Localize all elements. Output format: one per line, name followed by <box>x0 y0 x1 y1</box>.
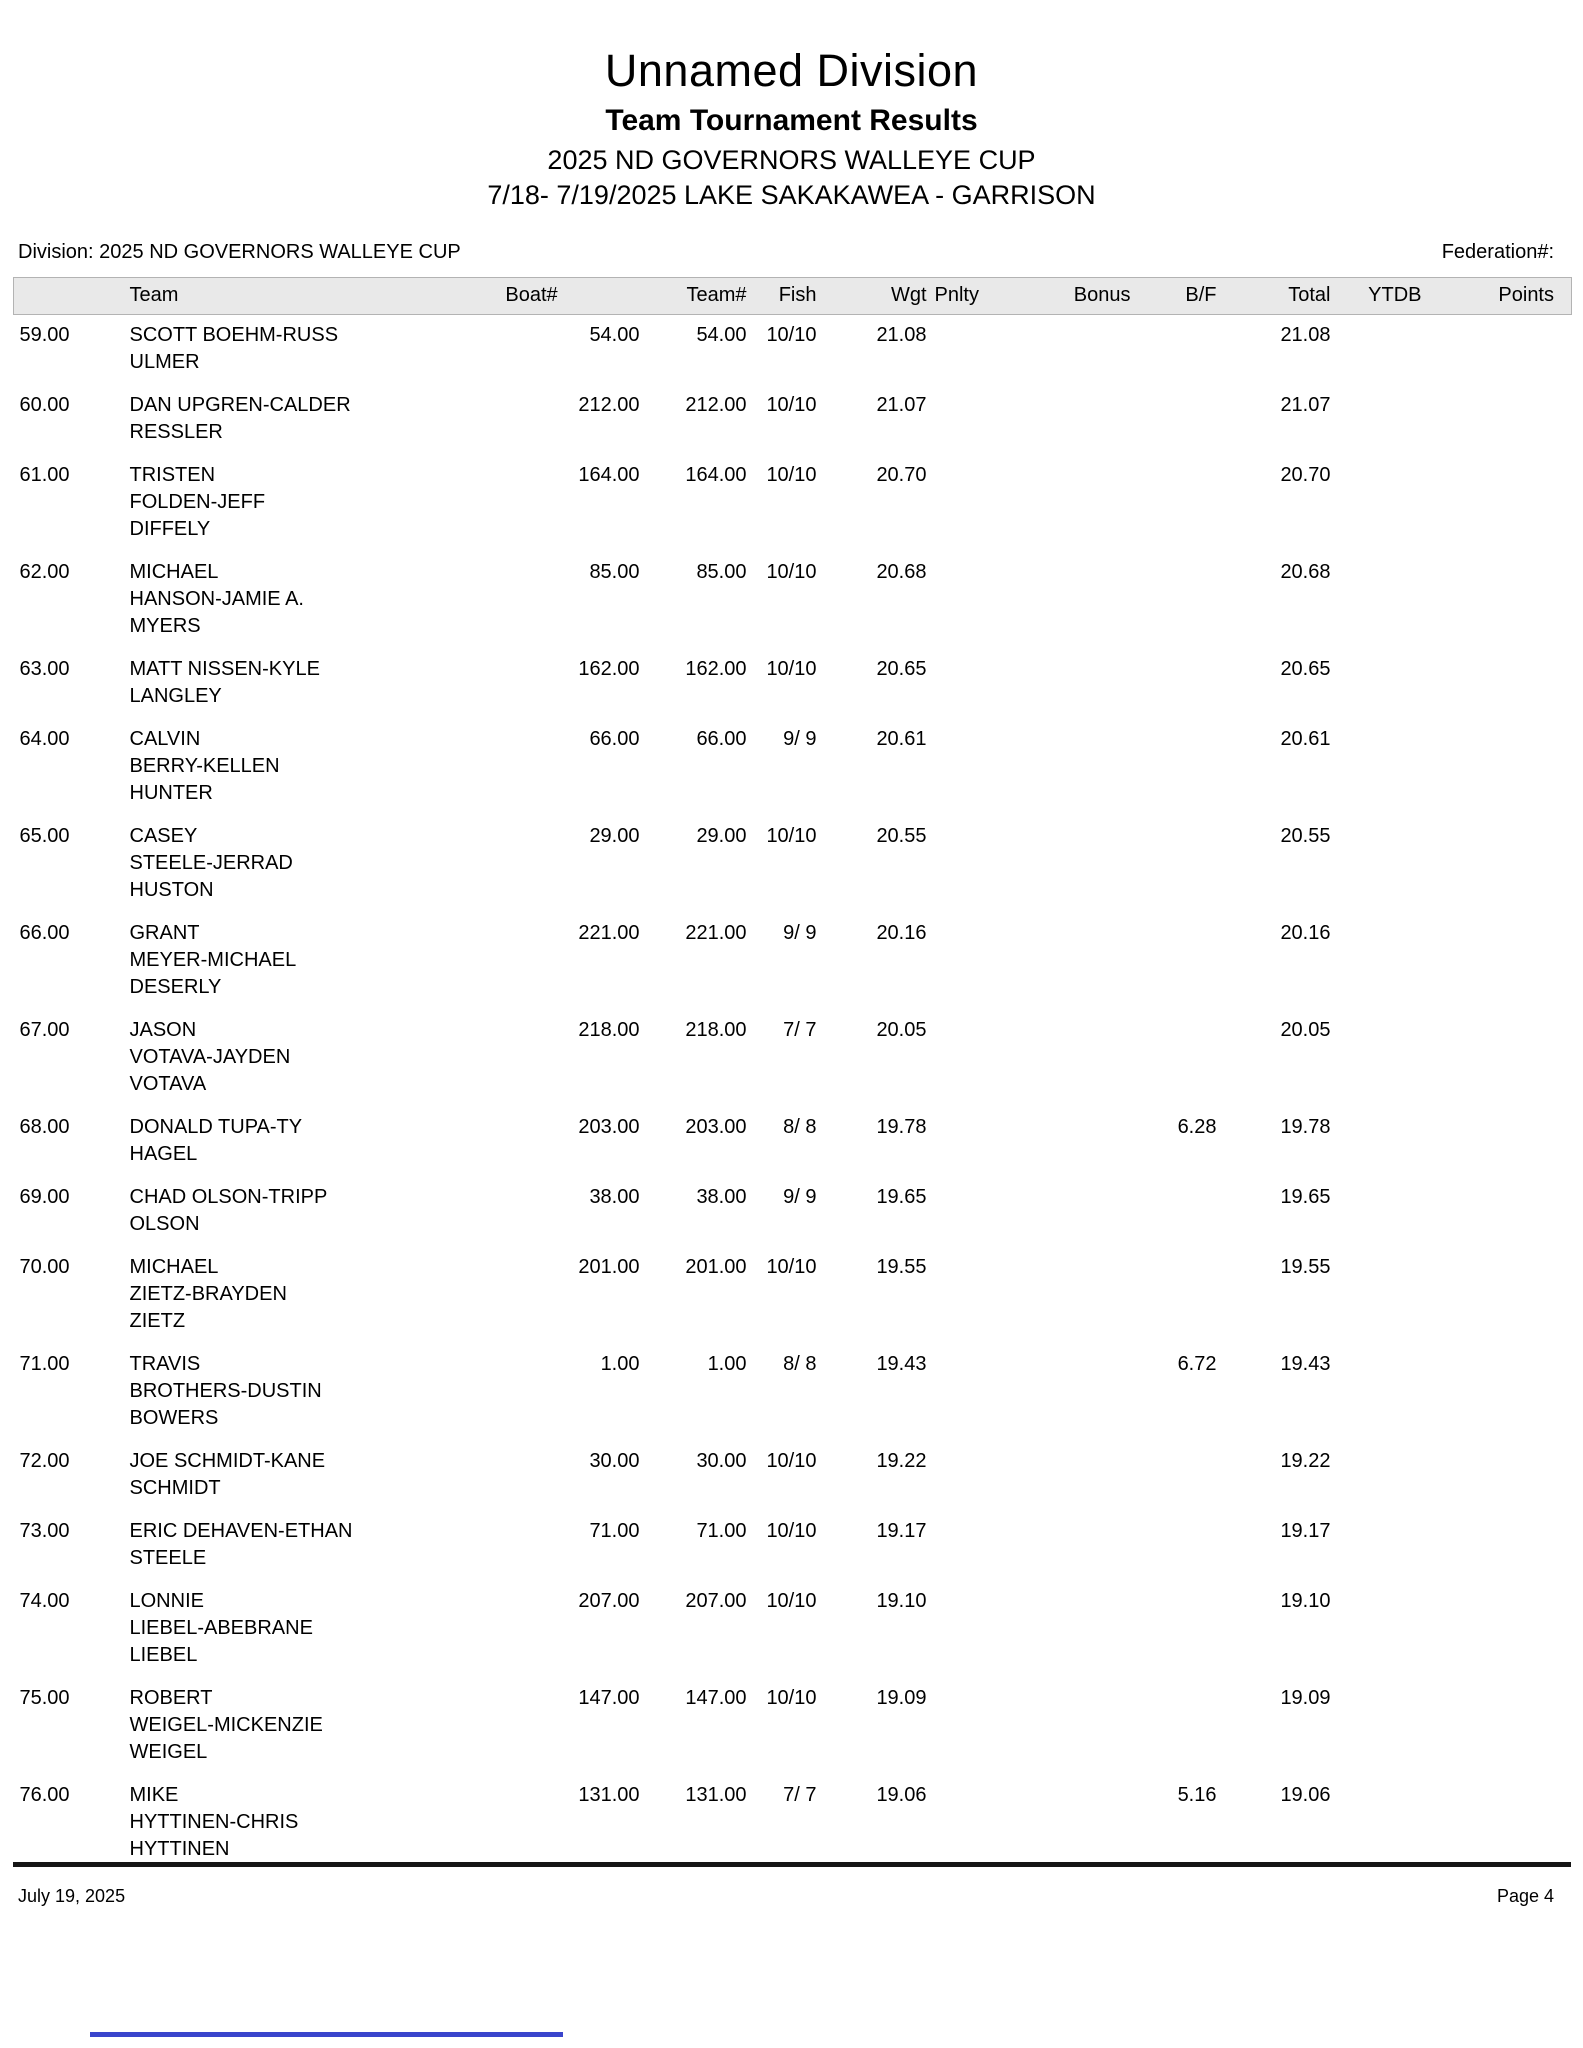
cell-team-number: 38.00 <box>696 1185 747 1208</box>
cell-penalty <box>935 1511 986 1581</box>
table-row <box>14 314 1572 385</box>
cell-points <box>1430 552 1572 649</box>
cell-penalty <box>935 649 986 719</box>
cell-total: 20.16 <box>1280 921 1331 944</box>
col-header-pnlty: Pnlty <box>934 284 979 306</box>
cell-big-fish <box>1139 649 1225 719</box>
cell-team-number: 164.00 <box>685 463 747 486</box>
cell-points <box>1430 385 1572 455</box>
cell-boat-number: 201.00 <box>578 1255 640 1278</box>
cell-big-fish: 6.72 <box>1177 1352 1217 1375</box>
cell-total: 19.10 <box>1280 1589 1331 1612</box>
cell-ytdb <box>1339 816 1430 913</box>
table-row <box>14 455 1572 552</box>
col-header-wgt: Wgt <box>890 284 927 306</box>
cell-rank: 59.00 <box>19 323 70 346</box>
cell-team-name: DONALD TUPA-TY HAGEL <box>129 1115 303 1165</box>
cell-penalty <box>935 1010 986 1107</box>
cell-team-number: 221.00 <box>685 921 747 944</box>
cell-weight: 19.43 <box>876 1352 927 1375</box>
cell-ytdb <box>1339 1581 1430 1678</box>
table-row <box>14 1775 1572 1872</box>
cell-team-name: TRISTEN FOLDEN-JEFF DIFFELY <box>129 463 266 540</box>
cell-team-name: JOE SCHMIDT-KANE SCHMIDT <box>129 1449 326 1499</box>
cell-total: 20.70 <box>1280 463 1331 486</box>
cell-boat-number: 54.00 <box>589 323 640 346</box>
col-header-team: Team <box>129 284 179 306</box>
table-row <box>14 1344 1572 1441</box>
cell-bonus <box>986 1107 1139 1177</box>
cell-ytdb <box>1339 1678 1430 1775</box>
cell-rank: 70.00 <box>19 1255 70 1278</box>
table-row <box>14 816 1572 913</box>
cell-weight: 19.17 <box>876 1519 927 1542</box>
cell-points <box>1430 314 1572 385</box>
cell-fish-count: 10/10 <box>766 657 817 680</box>
cell-weight: 20.16 <box>876 921 927 944</box>
cell-team-name: CHAD OLSON-TRIPP OLSON <box>129 1185 328 1235</box>
cell-total: 20.65 <box>1280 657 1331 680</box>
cell-weight: 19.55 <box>876 1255 927 1278</box>
table-row <box>14 552 1572 649</box>
table-row <box>14 385 1572 455</box>
cell-ytdb <box>1339 913 1430 1010</box>
cell-rank: 62.00 <box>19 560 70 583</box>
cell-weight: 21.08 <box>876 323 927 346</box>
cell-big-fish: 5.16 <box>1177 1783 1217 1806</box>
cell-bonus <box>986 1775 1139 1872</box>
cell-team-number: 29.00 <box>696 824 747 847</box>
cell-ytdb <box>1339 314 1430 385</box>
cell-boat-number: 66.00 <box>589 727 640 750</box>
cell-team-name: GRANT MEYER-MICHAEL DESERLY <box>129 921 297 998</box>
cell-ytdb <box>1339 1247 1430 1344</box>
cell-ytdb <box>1339 1441 1430 1511</box>
cell-team-number: 1.00 <box>707 1352 747 1375</box>
cell-points <box>1430 649 1572 719</box>
cell-points <box>1430 1775 1572 1872</box>
cell-penalty <box>935 552 986 649</box>
cell-penalty <box>935 1247 986 1344</box>
cell-team-number: 85.00 <box>696 560 747 583</box>
col-header-points: Points <box>1498 284 1554 306</box>
cell-team-name: TRAVIS BROTHERS-DUSTIN BOWERS <box>129 1352 322 1429</box>
cell-points <box>1430 1441 1572 1511</box>
results-table-body <box>14 314 1572 1872</box>
cell-fish-count: 10/10 <box>766 1519 817 1542</box>
cell-ytdb <box>1339 1511 1430 1581</box>
cell-total: 19.65 <box>1280 1185 1331 1208</box>
cell-points <box>1430 719 1572 816</box>
cell-boat-number: 221.00 <box>578 921 640 944</box>
cell-rank: 75.00 <box>19 1686 70 1709</box>
cell-boat-number: 207.00 <box>578 1589 640 1612</box>
cell-points <box>1430 455 1572 552</box>
cell-ytdb <box>1339 1107 1430 1177</box>
cell-big-fish: 6.28 <box>1177 1115 1217 1138</box>
cell-weight: 19.09 <box>876 1686 927 1709</box>
cell-total: 20.05 <box>1280 1018 1331 1041</box>
cell-fish-count: 10/10 <box>766 393 817 416</box>
division-line <box>18 241 461 264</box>
col-header-ytdb: YTDB <box>1368 284 1422 306</box>
footer-date: July 19, 2025 <box>18 1886 126 1906</box>
cell-boat-number: 212.00 <box>578 393 640 416</box>
cell-team-number: 30.00 <box>696 1449 747 1472</box>
cell-weight: 20.05 <box>876 1018 927 1041</box>
cell-big-fish <box>1139 314 1225 385</box>
cell-weight: 20.65 <box>876 657 927 680</box>
cell-fish-count: 10/10 <box>766 1686 817 1709</box>
cell-team-name: CALVIN BERRY-KELLEN HUNTER <box>129 727 280 804</box>
cell-weight: 20.68 <box>876 560 927 583</box>
cell-total: 19.06 <box>1280 1783 1331 1806</box>
cell-fish-count: 8/ 8 <box>783 1352 817 1375</box>
cell-team-name: LONNIE LIEBEL-ABEBRANE LIEBEL <box>129 1589 313 1666</box>
cell-bonus <box>986 455 1139 552</box>
cell-big-fish <box>1139 816 1225 913</box>
cell-team-number: 54.00 <box>696 323 747 346</box>
cell-team-name: DAN UPGREN-CALDER RESSLER <box>129 393 351 443</box>
cell-fish-count: 8/ 8 <box>783 1115 817 1138</box>
cell-big-fish <box>1139 1247 1225 1344</box>
cell-weight: 19.06 <box>876 1783 927 1806</box>
cell-boat-number: 162.00 <box>578 657 640 680</box>
cell-team-name: ROBERT WEIGEL-MICKENZIE WEIGEL <box>129 1686 323 1763</box>
cell-penalty <box>935 314 986 385</box>
cell-total: 19.22 <box>1280 1449 1331 1472</box>
cell-rank: 71.00 <box>19 1352 70 1375</box>
cell-fish-count: 9/ 9 <box>783 921 817 944</box>
cell-team-number: 207.00 <box>685 1589 747 1612</box>
footer-row <box>18 1886 1554 1907</box>
cell-weight: 19.10 <box>876 1589 927 1612</box>
cell-total: 19.43 <box>1280 1352 1331 1375</box>
cell-total: 20.68 <box>1280 560 1331 583</box>
cell-boat-number: 38.00 <box>589 1185 640 1208</box>
cell-ytdb <box>1339 649 1430 719</box>
cell-team-name: MIKE HYTTINEN-CHRIS HYTTINEN <box>129 1783 299 1860</box>
cell-fish-count: 10/10 <box>766 463 817 486</box>
cell-rank: 73.00 <box>19 1519 70 1542</box>
cell-points <box>1430 1511 1572 1581</box>
cell-points <box>1430 913 1572 1010</box>
cell-total: 19.17 <box>1280 1519 1331 1542</box>
footer-rule <box>13 1862 1571 1867</box>
cell-ytdb <box>1339 385 1430 455</box>
cell-weight: 21.07 <box>876 393 927 416</box>
cell-points <box>1430 1247 1572 1344</box>
cell-fish-count: 9/ 9 <box>783 1185 817 1208</box>
cell-bonus <box>986 314 1139 385</box>
table-row <box>14 1511 1572 1581</box>
cell-points <box>1430 1581 1572 1678</box>
cell-fish-count: 10/10 <box>766 323 817 346</box>
col-header-total: Total <box>1288 284 1331 306</box>
cell-fish-count: 10/10 <box>766 1589 817 1612</box>
cell-team-number: 162.00 <box>685 657 747 680</box>
cell-points <box>1430 1107 1572 1177</box>
cell-penalty <box>935 913 986 1010</box>
cell-boat-number: 29.00 <box>589 824 640 847</box>
table-row <box>14 913 1572 1010</box>
cell-bonus <box>986 1581 1139 1678</box>
cell-boat-number: 218.00 <box>578 1018 640 1041</box>
cell-team-name: ERIC DEHAVEN-ETHAN STEELE <box>129 1519 353 1569</box>
cell-rank: 66.00 <box>19 921 70 944</box>
cell-bonus <box>986 385 1139 455</box>
cell-bonus <box>986 816 1139 913</box>
col-header-rank <box>14 277 96 314</box>
table-row <box>14 1678 1572 1775</box>
cell-team-name: MICHAEL ZIETZ-BRAYDEN ZIETZ <box>129 1255 287 1332</box>
results-table-header <box>14 277 1572 314</box>
cell-weight: 19.65 <box>876 1185 927 1208</box>
cell-rank: 74.00 <box>19 1589 70 1612</box>
division-row <box>0 241 1583 264</box>
cell-penalty <box>935 1581 986 1678</box>
cell-big-fish <box>1139 1010 1225 1107</box>
cell-bonus <box>986 1511 1139 1581</box>
cell-penalty <box>935 455 986 552</box>
cell-weight: 20.70 <box>876 463 927 486</box>
cell-rank: 68.00 <box>19 1115 70 1138</box>
cell-boat-number: 71.00 <box>589 1519 640 1542</box>
cell-rank: 61.00 <box>19 463 70 486</box>
cell-points <box>1430 1344 1572 1441</box>
cell-points <box>1430 1177 1572 1247</box>
cell-total: 19.09 <box>1280 1686 1331 1709</box>
cell-bonus <box>986 649 1139 719</box>
cell-rank: 60.00 <box>19 393 70 416</box>
cell-rank: 72.00 <box>19 1449 70 1472</box>
division-value: 2025 ND GOVERNORS WALLEYE CUP <box>99 240 461 263</box>
page-subtitle: Team Tournament Results <box>605 103 978 137</box>
cell-team-number: 66.00 <box>696 727 747 750</box>
cell-rank: 69.00 <box>19 1185 70 1208</box>
cell-penalty <box>935 1678 986 1775</box>
cell-ytdb <box>1339 1775 1430 1872</box>
cell-penalty <box>935 1775 986 1872</box>
cell-team-number: 212.00 <box>685 393 747 416</box>
col-header-bf: B/F <box>1185 284 1217 306</box>
cell-ytdb <box>1339 552 1430 649</box>
cell-boat-number: 131.00 <box>578 1783 640 1806</box>
col-header-team-num: Team# <box>686 284 747 306</box>
table-row <box>14 1107 1572 1177</box>
col-header-boat: Boat# <box>505 284 558 306</box>
cell-total: 21.08 <box>1280 323 1331 346</box>
cell-ytdb <box>1339 1177 1430 1247</box>
table-row <box>14 1581 1572 1678</box>
table-row <box>14 1441 1572 1511</box>
cell-team-number: 147.00 <box>685 1686 747 1709</box>
cell-penalty <box>935 1344 986 1441</box>
cell-boat-number: 164.00 <box>578 463 640 486</box>
cell-team-name: CASEY STEELE-JERRAD HUSTON <box>129 824 293 901</box>
cell-penalty <box>935 719 986 816</box>
cell-points <box>1430 816 1572 913</box>
cell-team-number: 201.00 <box>685 1255 747 1278</box>
cell-fish-count: 10/10 <box>766 560 817 583</box>
cell-bonus <box>986 1247 1139 1344</box>
cell-team-number: 218.00 <box>685 1018 747 1041</box>
cell-team-name: SCOTT BOEHM-RUSS ULMER <box>129 323 339 373</box>
cell-fish-count: 7/ 7 <box>783 1783 817 1806</box>
cell-big-fish <box>1139 1678 1225 1775</box>
table-row <box>14 1247 1572 1344</box>
cell-boat-number: 1.00 <box>600 1352 640 1375</box>
cell-fish-count: 10/10 <box>766 824 817 847</box>
cell-bonus <box>986 1441 1139 1511</box>
cell-boat-number: 147.00 <box>578 1686 640 1709</box>
event-dates-location: 7/18- 7/19/2025 LAKE SAKAKAWEA - GARRISON <box>487 179 1096 210</box>
cell-weight: 19.78 <box>876 1115 927 1138</box>
cell-total: 19.78 <box>1280 1115 1331 1138</box>
cell-fish-count: 10/10 <box>766 1449 817 1472</box>
cell-total: 20.61 <box>1280 727 1331 750</box>
page-title: Unnamed Division <box>604 45 979 96</box>
cell-rank: 65.00 <box>19 824 70 847</box>
cell-total: 20.55 <box>1280 824 1331 847</box>
cell-total: 19.55 <box>1280 1255 1331 1278</box>
cell-penalty <box>935 816 986 913</box>
cell-team-name: MATT NISSEN-KYLE LANGLEY <box>129 657 320 707</box>
cell-team-number: 131.00 <box>685 1783 747 1806</box>
cell-rank: 64.00 <box>19 727 70 750</box>
cell-points <box>1430 1678 1572 1775</box>
cell-bonus <box>986 1177 1139 1247</box>
cell-fish-count: 10/10 <box>766 1255 817 1278</box>
cell-penalty <box>935 1107 986 1177</box>
cell-bonus <box>986 719 1139 816</box>
cell-bonus <box>986 1010 1139 1107</box>
cell-rank: 63.00 <box>19 657 70 680</box>
cell-rank: 76.00 <box>19 1783 70 1806</box>
cell-bonus <box>986 913 1139 1010</box>
table-row <box>14 719 1572 816</box>
cell-big-fish <box>1139 1511 1225 1581</box>
cell-penalty <box>935 1441 986 1511</box>
table-row <box>14 649 1572 719</box>
cell-big-fish <box>1139 913 1225 1010</box>
cell-ytdb <box>1339 719 1430 816</box>
cell-weight: 19.22 <box>876 1449 927 1472</box>
cell-weight: 20.55 <box>876 824 927 847</box>
cell-team-number: 203.00 <box>685 1115 747 1138</box>
cell-boat-number: 203.00 <box>578 1115 640 1138</box>
report-header <box>0 0 1583 211</box>
cell-team-number: 71.00 <box>696 1519 747 1542</box>
division-label: Division: <box>18 240 94 263</box>
cell-bonus <box>986 1678 1139 1775</box>
cell-fish-count: 9/ 9 <box>783 727 817 750</box>
cell-boat-number: 30.00 <box>589 1449 640 1472</box>
cell-team-name: MICHAEL HANSON-JAMIE A. MYERS <box>129 560 304 637</box>
cell-ytdb <box>1339 1344 1430 1441</box>
results-table <box>13 277 1572 1872</box>
cell-big-fish <box>1139 719 1225 816</box>
cell-rank: 67.00 <box>19 1018 70 1041</box>
cell-big-fish <box>1139 552 1225 649</box>
table-row <box>14 1177 1572 1247</box>
cell-ytdb <box>1339 455 1430 552</box>
col-header-bonus: Bonus <box>1073 284 1131 306</box>
event-name: 2025 ND GOVERNORS WALLEYE CUP <box>547 144 1036 175</box>
cell-big-fish <box>1139 1177 1225 1247</box>
cell-big-fish <box>1139 385 1225 455</box>
col-header-fish: Fish <box>778 284 817 306</box>
cell-ytdb <box>1339 1010 1430 1107</box>
cell-total: 21.07 <box>1280 393 1331 416</box>
cell-team-name: JASON VOTAVA-JAYDEN VOTAVA <box>129 1018 291 1095</box>
federation-label: Federation#: <box>1441 240 1554 263</box>
bottom-accent-line <box>90 2032 563 2037</box>
cell-big-fish <box>1139 1581 1225 1678</box>
cell-bonus <box>986 552 1139 649</box>
cell-points <box>1430 1010 1572 1107</box>
cell-weight: 20.61 <box>876 727 927 750</box>
cell-bonus <box>986 1344 1139 1441</box>
cell-big-fish <box>1139 455 1225 552</box>
cell-penalty <box>935 1177 986 1247</box>
footer-page-number: Page 4 <box>1496 1886 1554 1906</box>
cell-fish-count: 7/ 7 <box>783 1018 817 1041</box>
cell-big-fish <box>1139 1441 1225 1511</box>
cell-penalty <box>935 385 986 455</box>
table-row <box>14 1010 1572 1107</box>
cell-boat-number: 85.00 <box>589 560 640 583</box>
